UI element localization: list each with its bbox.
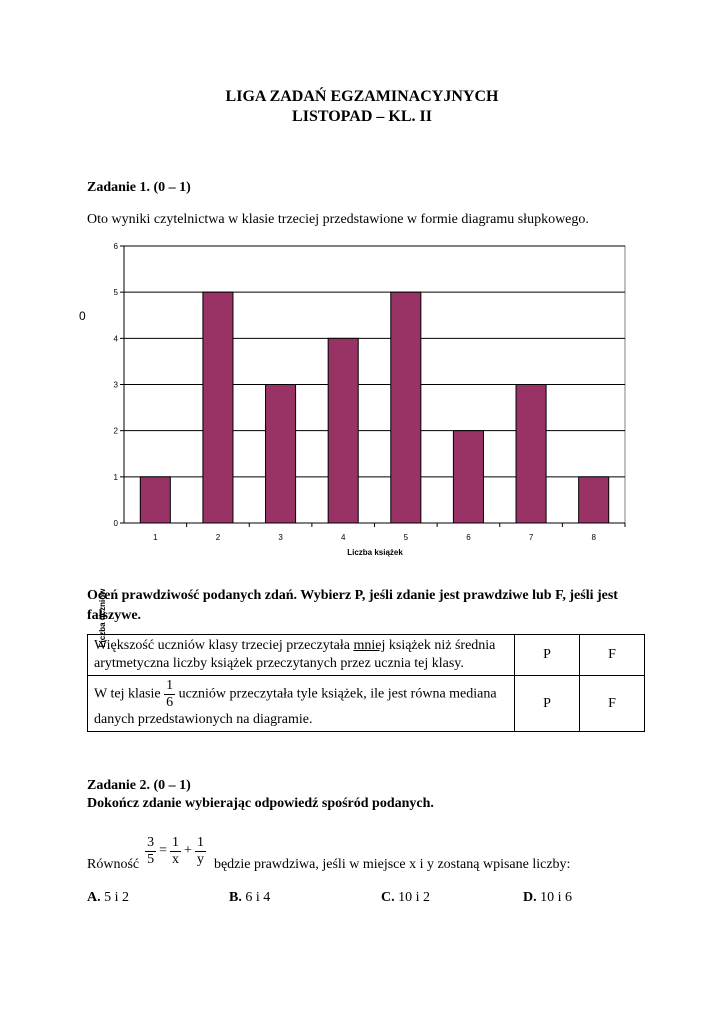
y-tick-label: 2 xyxy=(113,426,118,436)
table-row xyxy=(88,635,645,676)
statement-2: W tej klasie $\frac{1}{6}$ uczniów przeczytała tyle książek, ile jest równa mediana danych przedstawionych na diagramie. xyxy=(88,676,515,732)
task2-instruction: Dokończ zdanie wybierając odpowiedź spośród podanych. xyxy=(87,796,434,811)
y-tick-label: 5 xyxy=(113,288,118,298)
equation-line: Równość $\frac{3}{5}$ = $\frac{1}{x}$ + $\frac{1}{y}$ będzie prawdziwa, jeśli w miejsce x i y zostaną wpisane liczby: xyxy=(87,834,571,872)
fraction-one-sixth: $\frac{1}{6}$ xyxy=(166,678,174,710)
x-tick-label: 8 xyxy=(591,533,596,542)
y-tick-label: 6 xyxy=(113,242,118,251)
fraction-1-x: $\frac{1}{x}$ xyxy=(172,834,180,867)
option-p-2[interactable]: P xyxy=(515,676,580,732)
option-f-2[interactable]: F xyxy=(580,676,645,732)
fraction-3-5: $\frac{3}{5}$ xyxy=(147,834,155,867)
x-tick-label: 1 xyxy=(153,533,158,542)
answer-option-a[interactable]: A. 5 i 2 xyxy=(87,890,130,905)
x-tick-label: 7 xyxy=(528,533,534,542)
bar xyxy=(266,385,296,524)
task1-heading: Zadanie 1. (0 – 1) xyxy=(87,180,191,195)
table-row xyxy=(88,676,645,732)
y-tick-label: 0 xyxy=(113,519,118,528)
bar xyxy=(328,338,358,523)
true-false-table xyxy=(87,634,645,732)
equation-prefix: Równość xyxy=(87,857,140,872)
equation-suffix: będzie prawdziwa, jeśli w miejsce x i y zostaną wpisane liczby: xyxy=(213,857,571,872)
x-tick-label: 2 xyxy=(215,533,221,542)
stray-zero: 0 xyxy=(79,309,86,323)
fraction-1-y: $\frac{1}{y}$ xyxy=(196,834,204,867)
title-line-2: LISTOPAD – KL. II xyxy=(292,108,432,125)
y-tick-label: 3 xyxy=(113,380,118,390)
answer-option-b[interactable]: B. 6 i 4 xyxy=(229,890,271,905)
y-tick-label: 4 xyxy=(113,334,118,344)
bar xyxy=(579,477,609,523)
x-tick-label: 4 xyxy=(340,533,346,542)
statement-1: Większość uczniów klasy trzeciej przeczytała mniej książek niż średnia arytmetyczna liczby książek przeczytanych przez ucznia tej klasy. xyxy=(88,635,515,676)
option-p-1[interactable]: P xyxy=(515,635,580,676)
bar xyxy=(516,385,546,524)
y-axis-label: Liczba uczniów xyxy=(98,588,107,648)
option-f-1[interactable]: F xyxy=(580,635,645,676)
answer-option-d[interactable]: D. 10 i 6 xyxy=(523,890,573,905)
x-tick-label: 3 xyxy=(278,533,283,542)
x-tick-label: 5 xyxy=(403,533,409,542)
bar xyxy=(140,477,170,523)
task1-instruction: Oceń prawdziwość podanych zdań. Wybierz P, jeśli zdanie jest prawdziwe lub F, jeśli jest fałszywe. xyxy=(87,588,618,623)
bar xyxy=(453,431,483,523)
bar xyxy=(391,292,421,523)
title-line-1: LIGA ZADAŃ EGZAMINACYJNYCH xyxy=(225,88,499,105)
task2-heading: Zadanie 2. (0 – 1) xyxy=(87,778,191,793)
answer-option-c[interactable]: C. 10 i 2 xyxy=(381,890,431,905)
task1-intro: Oto wyniki czytelnictwa w klasie trzeciej przedstawione w formie diagramu słupkowego. xyxy=(87,212,589,227)
x-tick-label: 6 xyxy=(466,533,471,542)
y-tick-label: 1 xyxy=(113,472,118,482)
bar xyxy=(203,292,233,523)
x-axis-label: Liczba książek xyxy=(347,548,403,557)
